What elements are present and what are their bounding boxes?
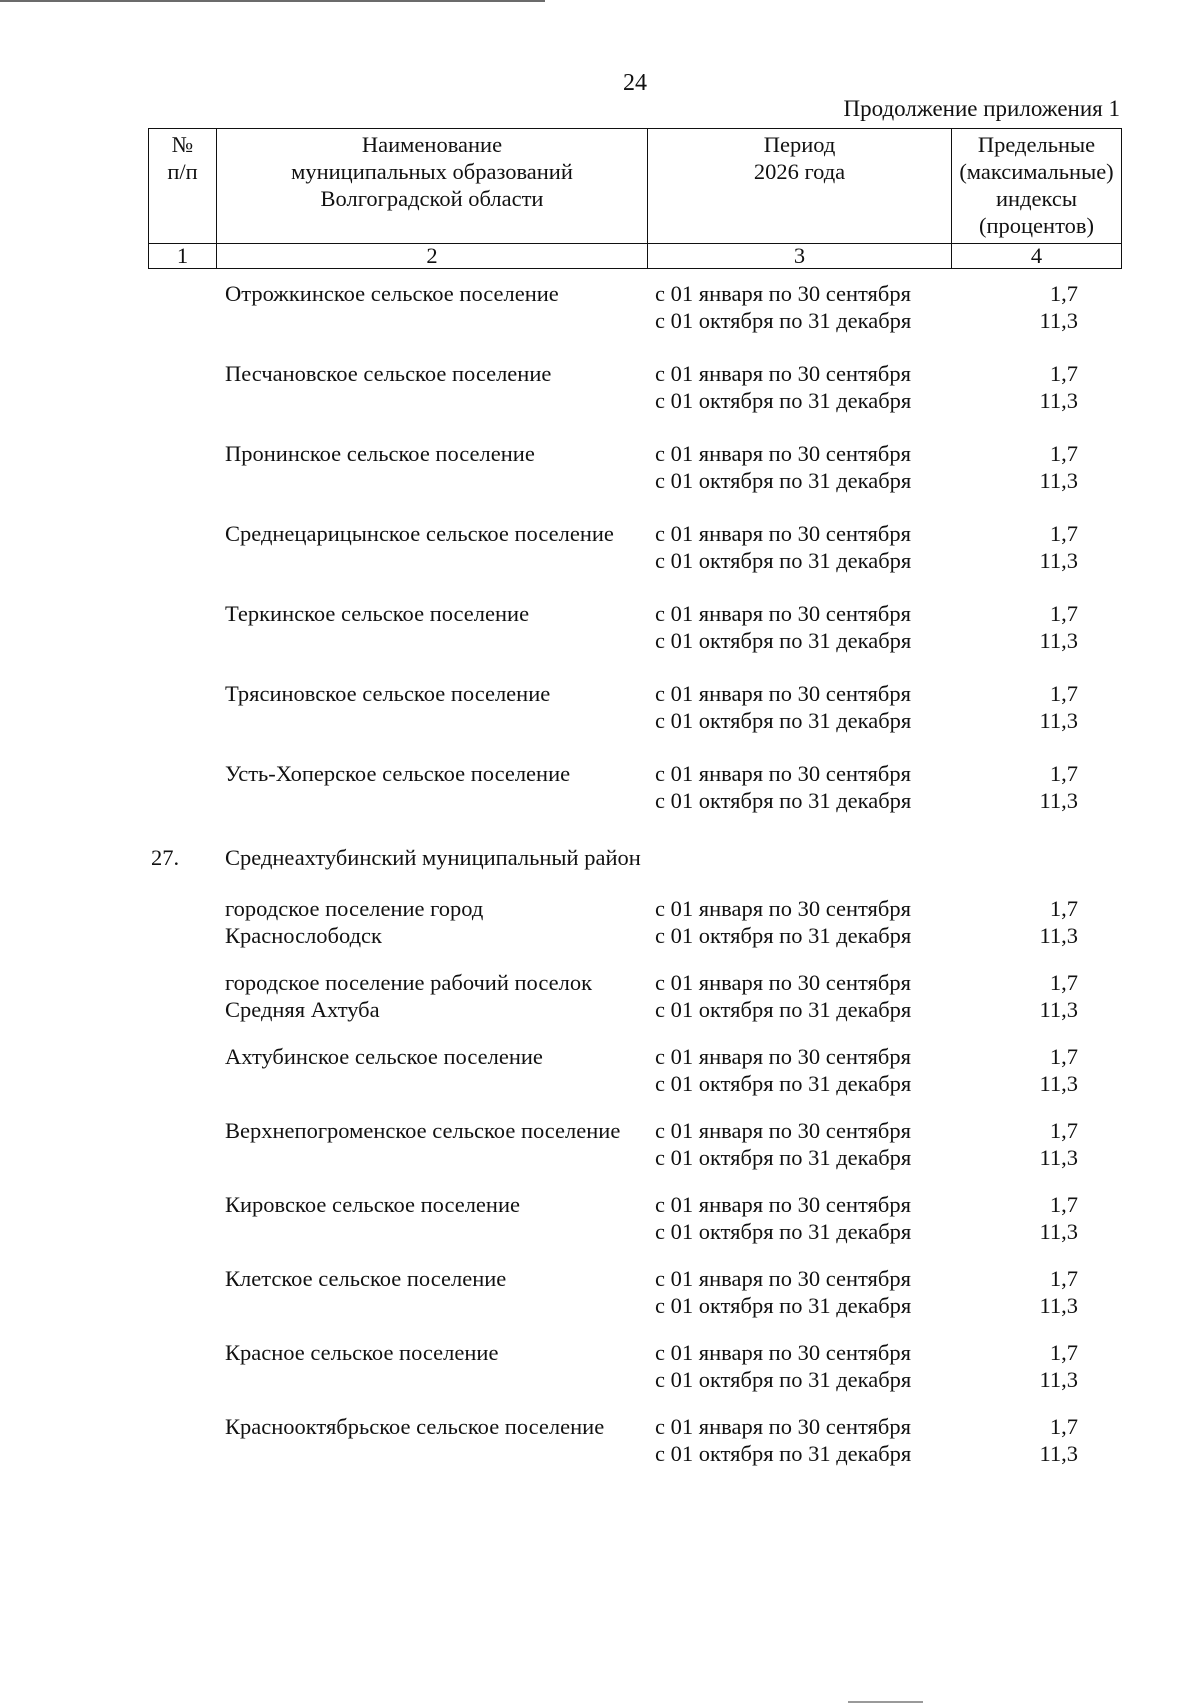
header-text: 2026 года [753,159,846,184]
row-number [148,760,213,814]
municipality-name: Краснооктябрьское сельское поселение [225,1414,605,1439]
index-value: 11,3 [1039,1293,1078,1318]
municipality-name: Трясиновское сельское поселение [225,681,551,706]
index-value: 11,3 [1039,1219,1078,1244]
period-text: с 01 января по 30 сентября [655,441,911,466]
table-body [148,280,1121,1467]
scan-border-top [0,0,545,2]
page-number: 24 [623,70,647,96]
index-value: 11,3 [1039,923,1078,948]
period-text: с 01 октября по 31 декабря [655,308,912,333]
period-text: с 01 октября по 31 декабря [655,708,912,733]
index-value: 1,7 [1049,896,1078,921]
period-text: с 01 января по 30 сентября [655,761,911,786]
municipality-name: Отрожкинское сельское поселение [225,281,559,306]
period-cell [655,895,958,949]
period-text: с 01 октября по 31 декабря [655,923,912,948]
index-value: 1,7 [1049,361,1078,386]
period-text: с 01 января по 30 сентября [655,970,911,995]
index-value: 1,7 [1049,1192,1078,1217]
index-value: 1,7 [1049,521,1078,546]
index-value: 11,3 [1039,388,1078,413]
row-number [148,895,213,949]
index-value-cell [958,440,1078,494]
period-text: с 01 января по 30 сентября [655,681,911,706]
table-row [148,280,1121,334]
index-value: 1,7 [1049,281,1078,306]
period-cell [655,440,958,494]
index-value-cell [958,280,1078,334]
period-cell [655,680,958,734]
header-text: п/п [167,159,198,184]
index-value-cell [958,1191,1078,1245]
table-row [148,1413,1121,1467]
row-number [148,680,213,734]
column-number-row [149,244,1122,269]
index-value: 1,7 [1049,441,1078,466]
index-value: 1,7 [1049,970,1078,995]
table-row [148,680,1121,734]
header-text: муниципальных образований [291,159,573,184]
index-value: 11,3 [1039,997,1078,1022]
period-text: с 01 января по 30 сентября [655,1118,911,1143]
municipality-name: Ахтубинское сельское поселение [225,1044,543,1069]
header-text: индексы [996,186,1077,211]
index-value: 11,3 [1039,788,1078,813]
period-text: с 01 октября по 31 декабря [655,628,912,653]
period-text: с 01 января по 30 сентября [655,1340,911,1365]
table-row [148,1191,1121,1245]
period-cell [655,1117,958,1171]
period-text: с 01 января по 30 сентября [655,361,911,386]
period-text: с 01 октября по 31 декабря [655,548,912,573]
row-number [148,969,213,1023]
row-number [148,1043,213,1097]
row-number [148,280,213,334]
period-cell [655,1339,958,1393]
row-number [148,600,213,654]
header-text: (максимальные) [959,159,1114,184]
period-text: с 01 января по 30 сентября [655,1044,911,1069]
table-row [148,1117,1121,1171]
period-text: с 01 октября по 31 декабря [655,1441,912,1466]
index-value: 11,3 [1039,1071,1078,1096]
row-number [148,1339,213,1393]
index-value: 11,3 [1039,628,1078,653]
row-number [148,1191,213,1245]
index-value-cell [958,520,1078,574]
row-number [148,440,213,494]
period-cell [655,1043,958,1097]
period-text: с 01 января по 30 сентября [655,281,911,306]
column-number: 4 [952,244,1122,269]
index-value-cell [958,895,1078,949]
period-text: с 01 октября по 31 декабря [655,388,912,413]
period-text: с 01 октября по 31 декабря [655,1293,912,1318]
period-text: с 01 октября по 31 декабря [655,1145,912,1170]
table-row [148,520,1121,574]
index-value: 1,7 [1049,1118,1078,1143]
period-text: с 01 октября по 31 декабря [655,1367,912,1392]
table-header [148,128,1122,269]
period-cell [655,520,958,574]
period-text: с 01 октября по 31 декабря [655,1071,912,1096]
municipality-name: городское поселение город Краснослободск [225,896,484,948]
index-value: 1,7 [1049,761,1078,786]
index-value: 1,7 [1049,1266,1078,1291]
period-cell [655,280,958,334]
header-row [149,129,1122,244]
period-text: с 01 января по 30 сентября [655,601,911,626]
municipality-name: городское поселение рабочий поселок Средняя Ахтуба [225,970,593,1022]
index-value: 1,7 [1049,681,1078,706]
table-row [148,1339,1121,1393]
period-text: с 01 октября по 31 декабря [655,788,912,813]
index-value-cell [958,1043,1078,1097]
municipality-name: Усть-Хоперское сельское поселение [225,761,571,786]
table-row [148,440,1121,494]
municipality-name: Песчановское сельское поселение [225,361,552,386]
table-row [148,1265,1121,1319]
index-value: 1,7 [1049,1414,1078,1439]
index-value-cell [958,360,1078,414]
period-cell [655,844,958,871]
period-text: с 01 октября по 31 декабря [655,1219,912,1244]
index-value: 11,3 [1039,548,1078,573]
index-value: 11,3 [1039,1441,1078,1466]
index-value: 1,7 [1049,601,1078,626]
index-value-cell [958,1117,1078,1171]
header-number-cell [149,129,217,244]
column-number: 3 [648,244,952,269]
period-text: с 01 января по 30 сентября [655,521,911,546]
period-cell [655,1191,958,1245]
index-value-cell [958,1339,1078,1393]
table-row [148,760,1121,814]
index-value-cell [958,1413,1078,1467]
continuation-label: Продолжение приложения 1 [843,96,1120,121]
index-value-cell [958,600,1078,654]
header-period-cell [648,129,952,244]
municipality-name: Верхнепогроменское сельское поселение [225,1118,621,1143]
header-name-cell [217,129,648,244]
index-value: 11,3 [1039,1145,1078,1170]
municipality-name: Клетское сельское поселение [225,1266,507,1291]
index-value: 11,3 [1039,1367,1078,1392]
table-row [148,1043,1121,1097]
period-cell [655,1265,958,1319]
row-number [148,520,213,574]
period-text: с 01 октября по 31 декабря [655,997,912,1022]
municipality-name: Среднеахтубинский муниципальный район [225,845,641,870]
index-value-cell [958,680,1078,734]
row-number [148,360,213,414]
table-row [148,895,1121,949]
row-number [148,1117,213,1171]
period-text: с 01 октября по 31 декабря [655,468,912,493]
row-number: 27. [151,845,180,870]
index-value: 11,3 [1039,308,1078,333]
header-index-cell [952,129,1122,244]
period-cell [655,360,958,414]
municipality-name: Красное сельское поселение [225,1340,499,1365]
header-text: Наименование [361,132,503,157]
row-number [148,1265,213,1319]
index-value: 1,7 [1049,1044,1078,1069]
period-text: с 01 января по 30 сентября [655,1192,911,1217]
row-number [148,1413,213,1467]
header-text: № [171,132,194,157]
index-value-cell [958,969,1078,1023]
district-heading-row [148,844,1121,871]
period-text: с 01 января по 30 сентября [655,1266,911,1291]
header-text: Период [763,132,836,157]
period-text: с 01 января по 30 сентября [655,1414,911,1439]
municipality-name: Кировское сельское поселение [225,1192,520,1217]
municipality-name: Теркинское сельское поселение [225,601,530,626]
period-cell [655,600,958,654]
index-value: 11,3 [1039,708,1078,733]
municipality-name: Среднецарицынское сельское поселение [225,521,614,546]
index-value-cell [958,1265,1078,1319]
index-value: 1,7 [1049,1340,1078,1365]
header-text: Волгоградской области [320,186,544,211]
table-row [148,360,1121,414]
column-number: 1 [149,244,217,269]
municipality-name: Пронинское сельское поселение [225,441,535,466]
header-text: Предельные [977,132,1096,157]
index-value-cell [958,760,1078,814]
period-text: с 01 января по 30 сентября [655,896,911,921]
index-value: 11,3 [1039,468,1078,493]
column-number: 2 [217,244,648,269]
table-row [148,969,1121,1023]
index-value-cell [958,844,1078,871]
period-cell [655,760,958,814]
scan-border-bottom [848,1701,923,1703]
period-cell [655,969,958,1023]
table-row [148,600,1121,654]
period-cell [655,1413,958,1467]
header-text: (процентов) [978,213,1094,238]
